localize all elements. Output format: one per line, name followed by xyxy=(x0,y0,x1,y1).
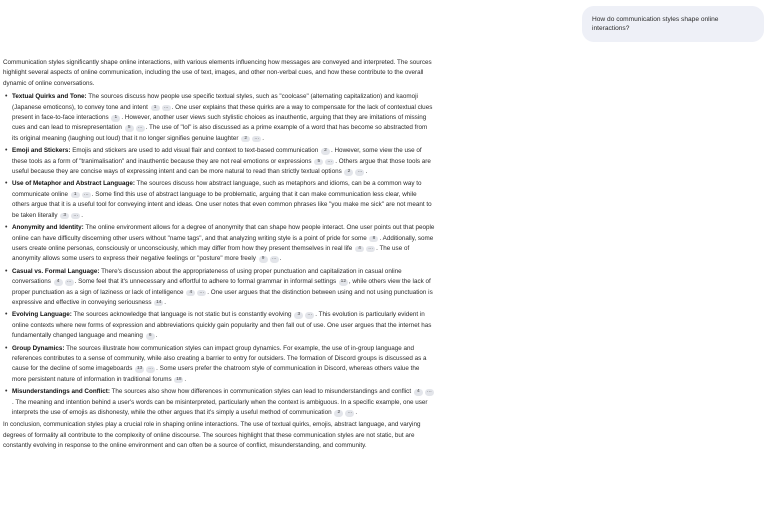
response-list-item: • Anonymity and Identity: The online environment allows for a degree of anonymity that can shape how people interact. One user points out that people online can have difficulty discerning other users without "name tags", and that analyzing writing style is a point of pride for some 8 . Additionally, some users create online personas, consciously or unconsciously, which may differ from how they present themselves in real life 4 … . The use of anonymity allows some users to express their negative feelings or "posture" more freely 9 … . xyxy=(9,223,435,265)
citation-chip[interactable]: 14 xyxy=(156,299,162,305)
list-item-title: Group Dynamics: xyxy=(12,344,65,352)
more-citations-button[interactable]: … xyxy=(137,124,143,131)
more-citations-button[interactable]: … xyxy=(83,190,89,197)
citation-chip[interactable]: 2 xyxy=(321,148,330,155)
more-citations-button[interactable]: … xyxy=(271,255,277,262)
citation-chip[interactable]: 2 xyxy=(241,136,250,143)
response-list-item: • Emoji and Stickers: Emojis and stickers are used to add visual flair and context to text-based communication 2 . However, some view the use of these tools as a form of "tranimalisation" and inauthentic because they are not real emotions or expressions 5 … . Others argue that those tools are useful because they are concise ways of expressing intent and can be more natural to read than strictly textual options 2 … . xyxy=(9,146,435,177)
response-conclusion: In conclusion, communication styles play a crucial role in shaping online interactions. The use of textual quirks, emojis, abstract language, and varying degrees of formality all contribute to the complexity of online discourse. The sources highlight that these communication styles are not static, but are constantly evolving in response to the online environment and can often be a source of conflict, misunderstanding, and community. xyxy=(3,421,421,450)
citation-chip[interactable]: 2 xyxy=(334,410,343,417)
citation-chip[interactable]: 4 xyxy=(54,279,63,286)
list-item-title: Evolving Language: xyxy=(12,311,72,319)
more-citations-button[interactable]: … xyxy=(66,278,72,285)
response-list-item: • Evolving Language: The sources acknowledge that language is not static but is constantly evolving 3 … . This evolution is particularly evident in online contexts where new forms of expression and abbreviations quickly gain popularity and then fall out of use. One user argues that the internet has fundamentally changed language and meaning 6 . xyxy=(9,310,435,341)
citation-chip[interactable]: 9 xyxy=(259,256,268,263)
citation-chip[interactable]: 4 xyxy=(186,290,195,297)
list-item-title: Use of Metaphor and Abstract Language: xyxy=(12,180,135,188)
citation-chip[interactable]: 8 xyxy=(369,236,378,243)
citation-chip[interactable]: 3 xyxy=(60,213,69,220)
list-item-title: Misunderstandings and Conflict: xyxy=(12,388,110,396)
response-list-item: • Use of Metaphor and Abstract Language: The sources discuss how abstract language, such as metaphors and idioms, can be a common way to communicate online 1 … . Some find this use of abstract language to be problematic, arguing that it can make communication less clear, while others argue that it is a useful tool for conveying intent and ideas. One user notes that even common phrases like "you make me sick" are not meant to be taken literally 3 … . xyxy=(9,179,435,221)
assistant-response xyxy=(3,58,435,452)
more-citations-button[interactable]: … xyxy=(357,168,363,175)
citation-chip[interactable]: 4 xyxy=(414,389,423,396)
more-citations-button[interactable]: … xyxy=(426,388,432,395)
more-citations-button[interactable]: … xyxy=(368,244,374,251)
more-citations-button[interactable]: … xyxy=(163,103,169,110)
response-list-item: • Textual Quirks and Tone: The sources discuss how people use specific textual styles, such as "coolcase" (alternating capitalization) and kaomoji (Japanese emoticons), to convey tone and intent 1 … . One user explains that these quirks are a way to compensate for the lack of contextual clues present in face-to-face interactions 1 . However, another user views such stylistic choices as inauthentic, arguing that they are imitations of missing cues and can lead to misrepresentation 5 … . The use of "lol" is also discussed as a prime example of a word that has become so abstracted from its original meaning (laughing out loud) that it no longer signifies genuine laughter 2 … . xyxy=(9,92,435,144)
more-citations-button[interactable]: … xyxy=(327,157,333,164)
citation-chip[interactable]: 2 xyxy=(344,169,353,176)
list-item-title: Emoji and Stickers: xyxy=(12,147,71,155)
citation-chip[interactable]: 1 xyxy=(151,105,160,112)
more-citations-button[interactable]: … xyxy=(307,311,313,318)
response-list-item: • Group Dynamics: The sources illustrate how communication styles can impact group dynamics. For example, the use of in-group language and references contributes to a sense of community, while also creating a barrier to entry for outsiders. The formation of Discord groups is discussed as a cause for the decline of some imageboards 13 … . Some users prefer the chatroom style of communication in Discord, whereas others value the more persistent nature of information in traditional forums 18 . xyxy=(9,344,435,386)
response-list xyxy=(3,92,435,418)
citation-chip[interactable]: 1 xyxy=(111,115,120,122)
more-citations-button[interactable]: … xyxy=(73,211,79,218)
citation-chip[interactable]: 1 xyxy=(71,192,80,199)
more-citations-button[interactable]: … xyxy=(347,409,353,415)
more-citations-button[interactable]: … xyxy=(199,288,205,295)
citation-chip[interactable]: 12 xyxy=(340,279,347,285)
citation-chip[interactable]: 13 xyxy=(137,366,143,372)
citation-chip[interactable]: 5 xyxy=(125,125,134,132)
citation-chip[interactable]: 18 xyxy=(176,376,182,382)
list-item-title: Casual vs. Formal Language: xyxy=(12,267,100,275)
citation-chip[interactable]: 6 xyxy=(146,333,155,340)
citation-chip[interactable]: 5 xyxy=(314,159,323,166)
response-list-item: • Casual vs. Formal Language: There's discussion about the appropriateness of using proper punctuation and capitalization in casual online conversations 4 … . Some feel that it's unnecessary and effortful to adhere to formal grammar in informal settings 12 , while others view the lack of proper punctuation as a sign of laziness or lack of intelligence 4 … . One user argues that the distinction between using and not using punctuation is expressive and effective in conveying seriousness 14 . xyxy=(9,267,435,309)
list-item-title: Anonymity and Identity: xyxy=(12,224,84,232)
more-citations-button[interactable]: … xyxy=(148,365,154,372)
more-citations-button[interactable]: … xyxy=(254,134,260,141)
citation-chip[interactable]: 4 xyxy=(355,246,364,253)
response-list-item: • Misunderstandings and Conflict: The sources also show how differences in communication styles can lead to misunderstandings and conflict 4 …. The meaning and intention behind a user's words can be misinterpreted, particularly when the context is ambiguous. In a specific example, one user interprets the use of emojis as dishonesty, while the other argues that it's simply a useful method of communication 2 … . xyxy=(9,387,435,418)
response-intro: Communication styles significantly shape online interactions, with various elements influencing how messages are conveyed and interpreted. The sources highlight several aspects of online communication, including the use of text, images, and other non-verbal cues, and how these contribute to the overall dynamic of online conversations. xyxy=(3,59,432,87)
citation-chip[interactable]: 3 xyxy=(294,312,303,319)
list-item-title: Textual Quirks and Tone: xyxy=(12,93,87,101)
user-message-bubble xyxy=(582,6,764,42)
user-message-text: How do communication styles shape online interactions? xyxy=(592,16,719,32)
